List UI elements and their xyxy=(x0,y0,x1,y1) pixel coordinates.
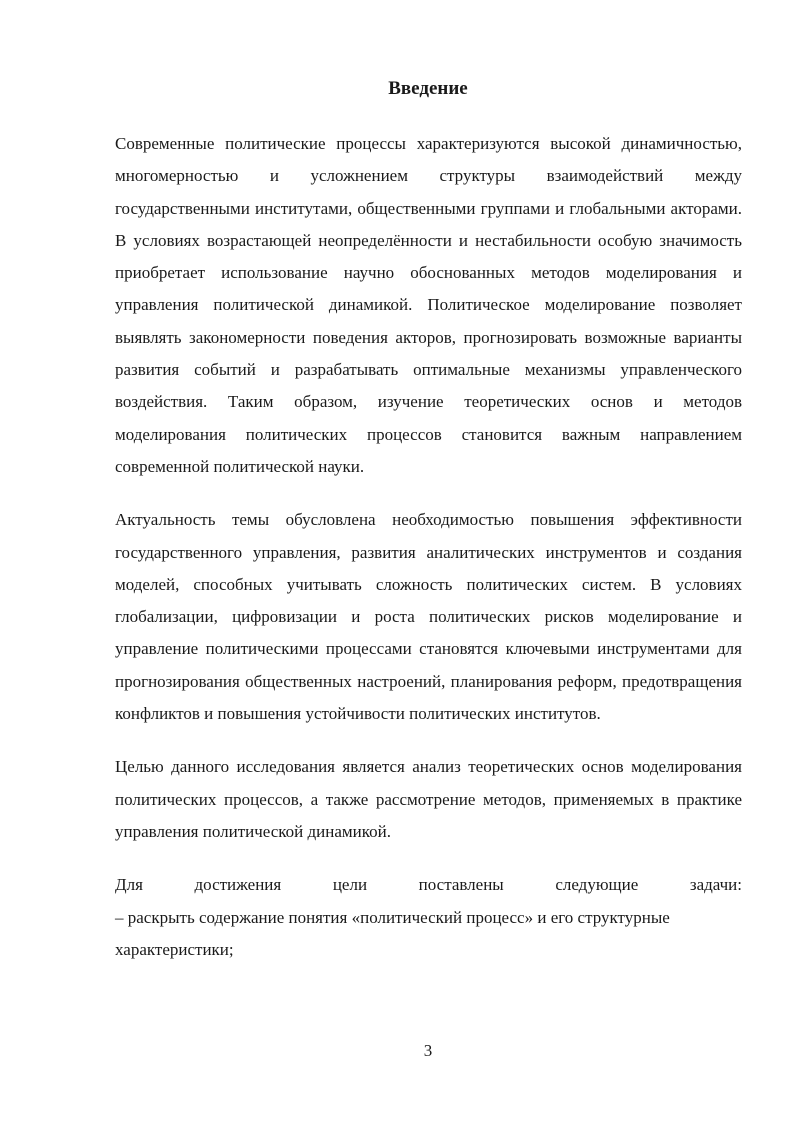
document-body xyxy=(115,128,742,966)
tasks-intro: Для достижения цели поставлены следующие задачи: xyxy=(115,875,742,895)
tasks-block xyxy=(115,869,742,966)
paragraph-goal: Целью данного исследования является анализ теоретических основ моделирования политических процессов, а также рассмотрение методов, применяемых в практике управления политической динамикой. xyxy=(115,757,742,841)
paragraph-relevance: Актуальность темы обусловлена необходимостью повышения эффективности государственного управления, развития аналитических инструментов и создания моделей, способных учитывать сложность политических систем. В условиях глобализации, цифровизации и роста политических рисков моделирование и управление политическими процессами становятся ключевыми инструментами для прогнозирования общественных настроений, планирования реформ, предотвращения конфликтов и повышения устойчивости политических институтов. xyxy=(115,510,742,724)
task-item-1: – раскрыть содержание понятия «политический процесс» и его структурные характеристики; xyxy=(115,907,670,959)
page-title: Введение xyxy=(388,78,468,99)
page-number: 3 xyxy=(423,1041,433,1060)
paragraph-intro: Современные политические процессы характеризуются высокой динамичностью, многомерностью и усложнением структуры взаимодействий между государственными институтами, общественными группами и глобальными акторами. В условиях возрастающей неопределённости и нестабильности особую значимость приобретает использование научно обоснованных методов моделирования и управления политической динамикой. Политическое моделирование позволяет выявлять закономерности поведения акторов, прогнозировать возможные варианты развития событий и разрабатывать оптимальные механизмы управленческого воздействия. Таким образом, изучение теоретических основ и методов моделирования политических процессов становится важным направлением современной политической науки. xyxy=(115,134,742,476)
